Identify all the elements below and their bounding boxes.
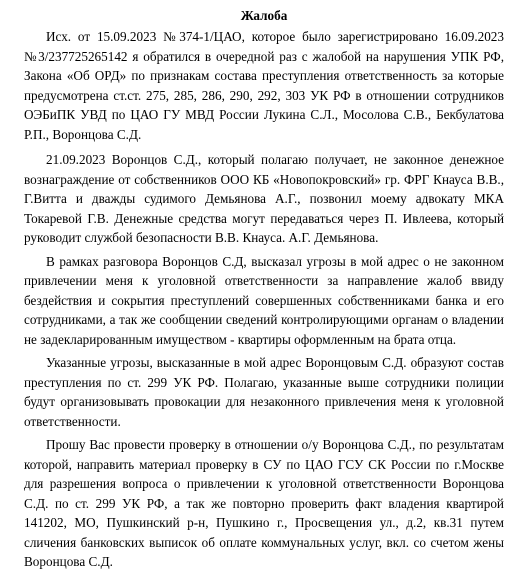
paragraph-2: 21.09.2023 Воронцов С.Д., который полагаю получает, не законное денежное вознаграждение от собственников ООО КБ «Новопокровский» гр. ФРГ Кнауса В.В., Г.Витта и дважды судимого Демьянова А.Г., позвонил моему адвокату МКА Токаревой Г.В. Денежные средства могут передаваться через П. Ивлеева, который руководит службой безопасности В.В. Кнауса. А.Г. Демьянова. [24,152,504,245]
document-title: Жалоба [240,8,288,23]
paragraph-5: Прошу Вас провести проверку в отношении о/у Воронцова С.Д., по результатам которой, направить материал проверку в СУ по ЦАО ГСУ СК России по г.Москве для разрешения вопроса о привлечении к уголовной ответственности Воронцова С.Д. по ст. 299 УК РФ, а так же повторно проверить факт владения квартирой 141202, МО, Пушкинский р-н, Пушкино г., Просвещения ул., д.2, кв.31 путем сличения банковских выписок об оплате коммунальных услуг, вкл. со счетом жены Воронцова С.Д. [24,437,504,569]
paragraph-4: Указанные угрозы, высказанные в мой адрес Воронцовым С.Д. образуют состав преступления по ст. 299 УК РФ. Полагаю, указанные выше сотрудники полиции будут организовывать провокации для незаконного привлечения меня к уголовной ответственности. [24,355,504,429]
paragraph-1: Исх. от 15.09.2023 №374-1/ЦАО, которое было зарегистрировано 16.09.2023 №3/237725265142 я обратился в очередной раз с жалобой на нарушения УПК РФ, Закона «Об ОРД» по признакам состава преступления ответственность за которые предусмотрена ст.ст. 275, 285, 286, 290, 292, 303 УК РФ в отношении сотрудников ОЭБиПК УВД по ЦАО ГУ МВД России Лукина С.Л., Мосолова С.В., Бекбулатова Р.П., Воронцова С.Д. [24,29,504,142]
complaint-document [24,7,504,576]
paragraph-3: В рамках разговора Воронцов С.Д, высказал угрозы в мой адрес о не законном привлечении меня к уголовной ответственности за направление жалоб ввиду бездействия и сокрытия преступлений совершенных собственниками банка и его сотрудниками, а так же сообщении сведений контролирующими органам о владении не задекларированным имуществом - квартиры оформленным на брата отца. [24,253,504,347]
